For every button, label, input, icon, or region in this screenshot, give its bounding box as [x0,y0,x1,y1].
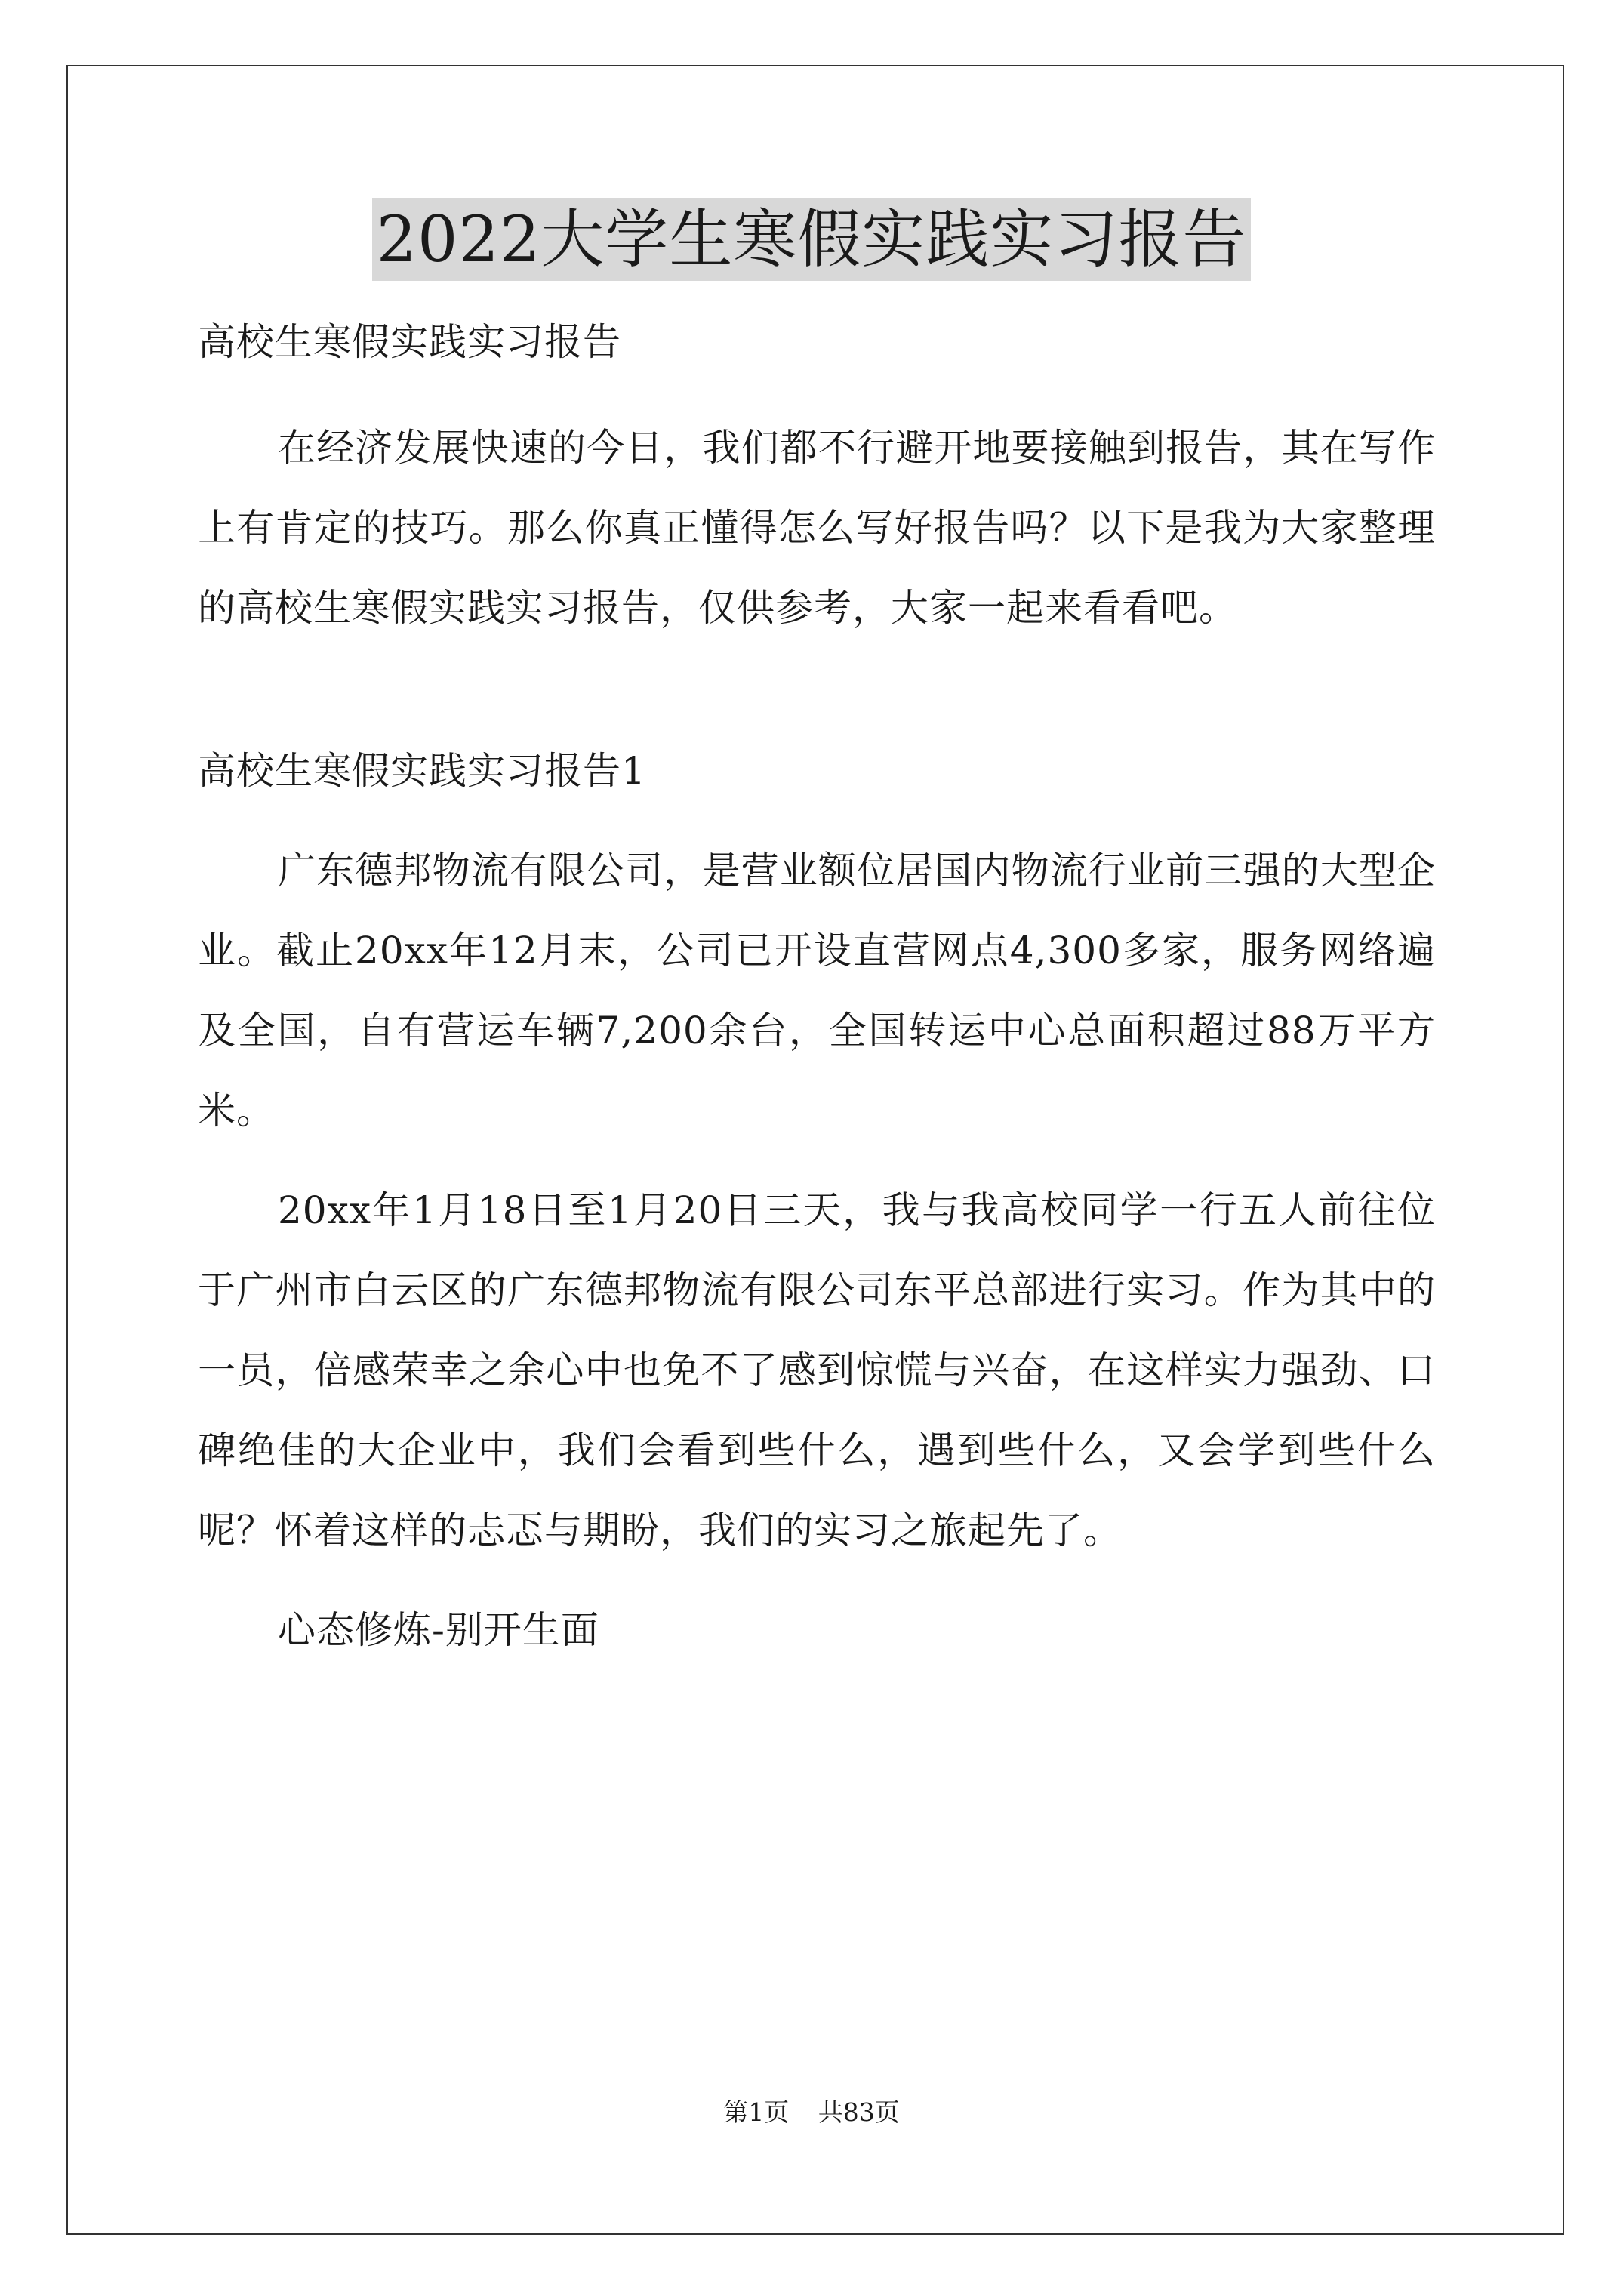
document-title: 2022大学生寒假实践实习报告 [372,198,1252,281]
subsection-heading: 心态修炼-别开生面 [278,1608,599,1652]
page-footer [0,2094,1623,2131]
document-body [198,302,1436,1670]
page-number-total: 共83页 [818,2097,900,2127]
body-paragraph-2: 20xx年1月18日至1月20日三天，我与我高校同学一行五人前往位于广州市白云区的广东德邦物流有限公司东平总部进行实习。作为其中的一员，倍感荣幸之余心中也免不了感到惊慌与兴奋，在这样实力强劲、口碑绝佳的大企业中，我们会看到些什么，遇到些什么，又会学到些什么呢？怀着这样的忐忑与期盼，我们的实习之旅起先了。 [198,1188,1436,1552]
body-paragraph-1: 广东德邦物流有限公司，是营业额位居国内物流行业前三强的大型企业。截止20xx年12月末，公司已开设直营网点4,300多家，服务网络遍及全国，自有营运车辆7,200余台，全国转运中心总面积超过88万平方米。 [198,849,1436,1133]
title-wrapper [0,198,1623,281]
document-subtitle: 高校生寒假实践实习报告 [198,320,621,364]
page-number-current: 第1页 [723,2097,790,2127]
intro-paragraph: 在经济发展快速的今日，我们都不行避开地要接触到报告，其在写作上有肯定的技巧。那么你真正懂得怎么写好报告吗？以下是我为大家整理的高校生寒假实践实习报告，仅供参考，大家一起来看看吧。 [198,426,1436,630]
section-heading: 高校生寒假实践实习报告1 [198,749,646,793]
